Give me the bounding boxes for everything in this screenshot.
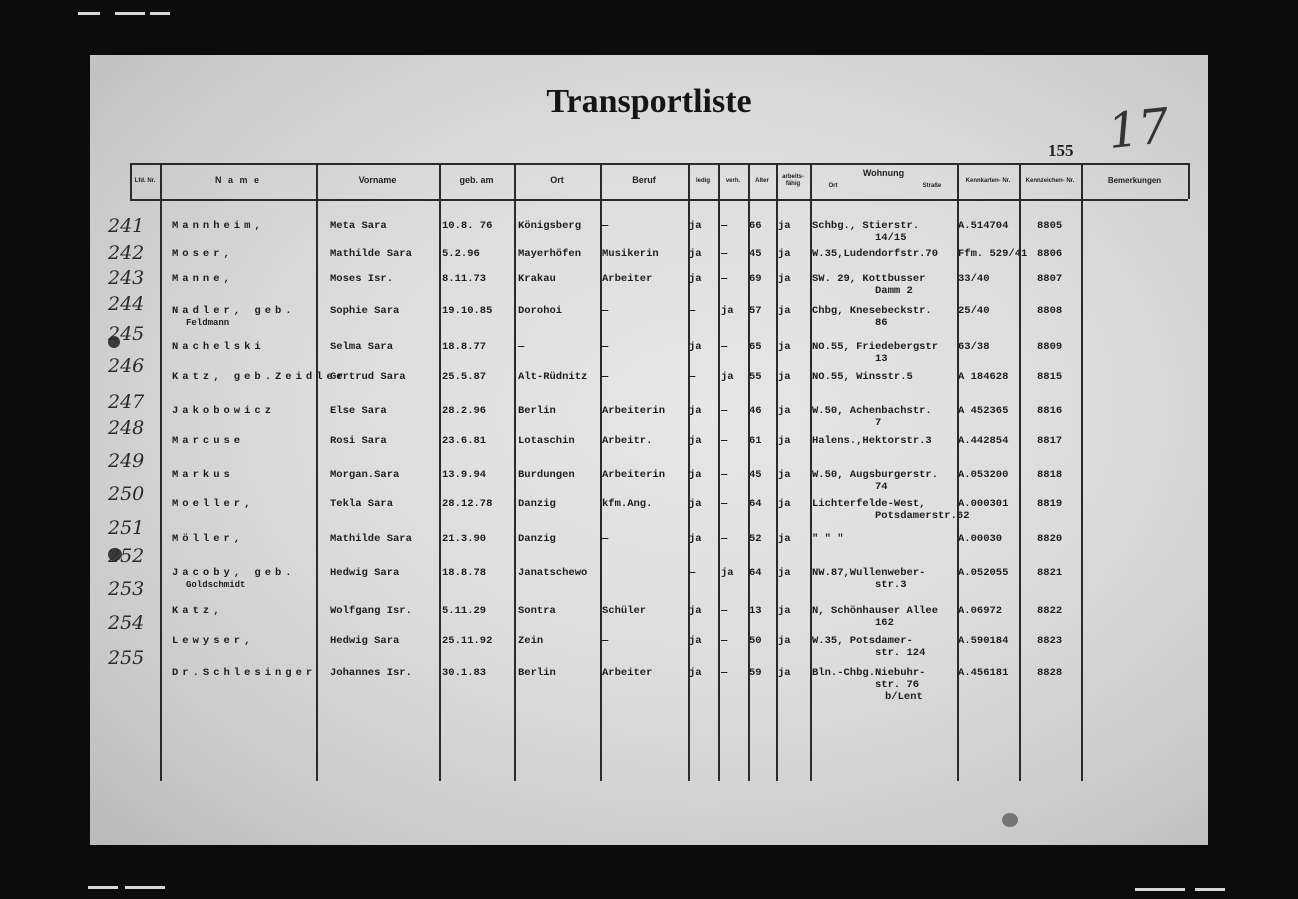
cell-beruf: Arbeitr. <box>602 435 653 447</box>
cell-name: Nachelski <box>172 341 265 353</box>
cell-ledig: ja <box>689 405 702 417</box>
cell-wohnung: W.50, Achenbachstr. <box>812 405 932 417</box>
header-ledig: ledig <box>695 177 710 184</box>
cell-verh: — <box>721 635 728 647</box>
cell-geb: 10.8. 76 <box>442 220 493 232</box>
cell-beruf: Arbeiterin <box>602 405 666 417</box>
cell-beruf: — <box>602 533 609 545</box>
cell-wohnung-line2: str. 76 <box>875 679 920 691</box>
cell-geb: 13.9.94 <box>442 469 487 481</box>
cell-ort: Burdungen <box>518 469 575 481</box>
cell-kz: 8817 <box>1037 435 1063 447</box>
cell-kz: 8820 <box>1037 533 1063 545</box>
cell-beruf: Musikerin <box>602 248 659 260</box>
cell-wohnung: Chbg, Knesebeckstr. <box>812 305 932 317</box>
cell-kz: 8823 <box>1037 635 1063 647</box>
cell-ort: Königsberg <box>518 220 582 232</box>
cell-verh: — <box>721 605 728 617</box>
header-top-rule <box>130 163 1188 165</box>
cell-ledig: ja <box>689 498 702 510</box>
header-kennkarten: Kennkarten- Nr. <box>965 177 1011 184</box>
cell-alter: 45 <box>749 248 762 260</box>
cell-vorname: Sophie Sara <box>330 305 400 317</box>
cell-alter: 45 <box>749 469 762 481</box>
cell-ort: Dorohoi <box>518 305 563 317</box>
cell-ledig: — <box>689 567 696 579</box>
cell-name: Katz, <box>172 605 224 617</box>
film-edge-mark <box>1135 888 1185 891</box>
cell-beruf: — <box>602 371 609 383</box>
cell-beruf: — <box>602 635 609 647</box>
cell-alter: 61 <box>749 435 762 447</box>
cell-verh: — <box>721 533 728 545</box>
cell-verh: ja <box>721 567 734 579</box>
cell-ledig: ja <box>689 273 702 285</box>
transport-list-sheet <box>90 55 1208 845</box>
cell-alter: 52 <box>749 533 762 545</box>
cell-wohnung-line2: 14/15 <box>875 232 907 244</box>
row-lfd-number: 254 <box>108 612 145 634</box>
cell-ort: — <box>518 341 525 353</box>
cell-ledig: ja <box>689 435 702 447</box>
cell-kz: 8816 <box>1037 405 1063 417</box>
cell-arb: ja <box>778 371 791 383</box>
row-lfd-number: 251 <box>108 517 145 539</box>
cell-kz: 8809 <box>1037 341 1063 353</box>
cell-geb: 23.6.81 <box>442 435 487 447</box>
header-wohnung: Wohnung <box>862 168 905 178</box>
column-rule <box>130 163 132 199</box>
film-edge-mark <box>125 886 165 889</box>
cell-arb: ja <box>778 635 791 647</box>
header-kennzeichen: Kennzeichen- Nr. <box>1025 177 1075 184</box>
cell-arb: ja <box>778 533 791 545</box>
cell-arb: ja <box>778 567 791 579</box>
column-rule <box>160 163 162 781</box>
cell-ort: Janatschewo <box>518 567 588 579</box>
column-rule <box>514 163 516 781</box>
cell-ort: Mayerhöfen <box>518 248 582 260</box>
cell-kk: A.052055 <box>958 567 1009 579</box>
cell-wohnung: SW. 29, Kottbusser <box>812 273 926 285</box>
cell-kz: 8815 <box>1037 371 1063 383</box>
cell-vorname: Meta Sara <box>330 220 387 232</box>
cell-vorname: Hedwig Sara <box>330 567 400 579</box>
cell-wohnung-line3: b/Lent <box>885 691 923 703</box>
header-beruf: Beruf <box>632 175 656 186</box>
cell-geb: 21.3.90 <box>442 533 487 545</box>
cell-geb: 28.2.96 <box>442 405 487 417</box>
cell-kz: 8808 <box>1037 305 1063 317</box>
cell-ort: Sontra <box>518 605 556 617</box>
cell-verh: — <box>721 220 728 232</box>
cell-wohnung: NO.55, Winsstr.5 <box>812 371 913 383</box>
cell-wohnung: Bln.-Chbg.Niebuhr- <box>812 667 926 679</box>
cell-kz: 8818 <box>1037 469 1063 481</box>
cell-kk: A.000301 <box>958 498 1009 510</box>
cell-arb: ja <box>778 469 791 481</box>
cell-ort: Lotaschin <box>518 435 575 447</box>
cell-kz: 8819 <box>1037 498 1063 510</box>
cell-ort: Alt-Rüdnitz <box>518 371 588 383</box>
header-lfd: Lfd. Nr. <box>134 177 156 184</box>
cell-verh: — <box>721 469 728 481</box>
cell-ledig: ja <box>689 341 702 353</box>
cell-alter: 59 <box>749 667 762 679</box>
cell-verh: — <box>721 667 728 679</box>
cell-ledig: ja <box>689 635 702 647</box>
column-rule <box>316 163 318 781</box>
cell-wohnung-line2: 86 <box>875 317 888 329</box>
cell-wohnung-line2: 13 <box>875 353 888 365</box>
cell-ledig: ja <box>689 533 702 545</box>
header-ort: Ort <box>550 175 564 186</box>
film-edge-mark <box>115 12 145 15</box>
cell-beruf: — <box>602 341 609 353</box>
cell-name: Lewyser, <box>172 635 255 647</box>
header-name: N a m e <box>214 175 261 186</box>
cell-geb: 19.10.85 <box>442 305 493 317</box>
cell-vorname: Moses Isr. <box>330 273 394 285</box>
cell-kk: A 184628 <box>958 371 1009 383</box>
cell-wohnung: Schbg., Stierstr. <box>812 220 920 232</box>
cell-name: Jakobowicz <box>172 405 276 417</box>
cell-name: Markus <box>172 469 234 481</box>
cell-kk: A.06972 <box>958 605 1003 617</box>
column-rule <box>1188 163 1190 199</box>
cell-kz: 8806 <box>1037 248 1063 260</box>
cell-geb: 25.11.92 <box>442 635 493 647</box>
cell-beruf: Arbeiterin <box>602 469 666 481</box>
cell-kk: 63/38 <box>958 341 990 353</box>
cell-verh: — <box>721 435 728 447</box>
cell-ort: Danzig <box>518 533 556 545</box>
cell-arb: ja <box>778 248 791 260</box>
cell-alter: 65 <box>749 341 762 353</box>
cell-geb: 5.11.29 <box>442 605 487 617</box>
cell-name-line2: Goldschmidt <box>186 580 246 590</box>
cell-ledig: ja <box>689 220 702 232</box>
cell-ort: Zein <box>518 635 544 647</box>
cell-beruf: Schüler <box>602 605 647 617</box>
cell-alter: 55 <box>749 371 762 383</box>
cell-arb: ja <box>778 667 791 679</box>
row-lfd-number: 253 <box>108 578 145 600</box>
cell-kk: A.456181 <box>958 667 1009 679</box>
film-edge-mark <box>1195 888 1225 891</box>
cell-beruf: — <box>602 305 609 317</box>
cell-vorname: Morgan.Sara <box>330 469 400 481</box>
cell-name: Moser, <box>172 248 234 260</box>
cell-beruf: kfm.Ang. <box>602 498 653 510</box>
cell-kk: 25/40 <box>958 305 990 317</box>
cell-arb: ja <box>778 405 791 417</box>
cell-ort: Danzig <box>518 498 556 510</box>
cell-name-line2: Feldmann <box>186 318 230 328</box>
cell-vorname: Mathilde Sara <box>330 248 412 260</box>
cell-kk: A.514704 <box>958 220 1009 232</box>
cell-wohnung-line2: 162 <box>875 617 894 629</box>
cell-alter: 46 <box>749 405 762 417</box>
cell-ledig: ja <box>689 667 702 679</box>
cell-verh: — <box>721 273 728 285</box>
header-verh: verh. <box>725 177 741 184</box>
row-lfd-number: 242 <box>108 242 145 264</box>
row-lfd-number: 250 <box>108 483 145 505</box>
cell-kk: A 452365 <box>958 405 1009 417</box>
cell-vorname: Hedwig Sara <box>330 635 400 647</box>
cell-verh: — <box>721 498 728 510</box>
cell-vorname: Selma Sara <box>330 341 394 353</box>
cell-arb: ja <box>778 498 791 510</box>
cell-ledig: ja <box>689 605 702 617</box>
header-wohnung-ort: Ort <box>828 182 838 189</box>
cell-verh: ja <box>721 305 734 317</box>
cell-name: Moeller, <box>172 498 255 510</box>
cell-name: Katz, geb.Zeidler <box>172 371 348 383</box>
cell-kz: 8828 <box>1037 667 1063 679</box>
cell-arb: ja <box>778 305 791 317</box>
header-bottom-rule <box>130 199 1188 201</box>
handwritten-page-number: 17 <box>1105 97 1172 161</box>
cell-geb: 25.5.87 <box>442 371 487 383</box>
header-bemerkungen: Bemerkungen <box>1107 175 1162 185</box>
row-lfd-number: 243 <box>108 267 145 289</box>
cell-kz: 8807 <box>1037 273 1063 285</box>
cell-ledig: — <box>689 371 696 383</box>
cell-ort: Berlin <box>518 405 556 417</box>
cell-kk: A.00030 <box>958 533 1003 545</box>
cell-name: Möller, <box>172 533 245 545</box>
cell-wohnung-line2: str.3 <box>875 579 907 591</box>
cell-alter: 13 <box>749 605 762 617</box>
row-lfd-number: 244 <box>108 293 145 315</box>
film-edge-mark <box>150 12 170 15</box>
cell-geb: 8.11.73 <box>442 273 487 285</box>
cell-kk: Ffm. 529/41 <box>958 248 1028 260</box>
row-lfd-number: 241 <box>108 215 145 237</box>
cell-arb: ja <box>778 605 791 617</box>
cell-kz: 8805 <box>1037 220 1063 232</box>
row-lfd-number: 246 <box>108 355 145 377</box>
cell-arb: ja <box>778 435 791 447</box>
cell-verh: — <box>721 405 728 417</box>
header-vorname: Vorname <box>358 175 397 186</box>
cell-wohnung-line2: 7 <box>875 417 882 429</box>
film-edge-mark <box>78 12 100 15</box>
cell-beruf: Arbeiter <box>602 667 653 679</box>
header-arbeitsfaehig: arbeits- fähig <box>782 174 804 187</box>
cell-alter: 64 <box>749 567 762 579</box>
cell-geb: 30.1.83 <box>442 667 487 679</box>
cell-kk: A.053200 <box>958 469 1009 481</box>
cell-beruf: — <box>602 220 609 232</box>
cell-vorname: Rosi Sara <box>330 435 387 447</box>
cell-geb: 28.12.78 <box>442 498 493 510</box>
cell-wohnung: W.35,Ludendorfstr.70 <box>812 248 939 260</box>
column-rule <box>439 163 441 781</box>
row-lfd-number: 248 <box>108 417 145 439</box>
cell-vorname: Mathilde Sara <box>330 533 412 545</box>
column-rule <box>1081 163 1083 781</box>
page-number: 155 <box>1048 141 1074 160</box>
cell-ort: Berlin <box>518 667 556 679</box>
cell-geb: 5.2.96 <box>442 248 480 260</box>
cell-wohnung: Lichterfelde-West, <box>812 498 926 510</box>
cell-vorname: Wolfgang Isr. <box>330 605 412 617</box>
cell-kk: A.590184 <box>958 635 1009 647</box>
cell-geb: 18.8.78 <box>442 567 487 579</box>
row-lfd-number: 252 <box>108 545 145 567</box>
cell-wohnung-line2: Potsdamerstr.62 <box>875 510 970 522</box>
cell-wohnung-line2: 74 <box>875 481 888 493</box>
cell-alter: 50 <box>749 635 762 647</box>
cell-wohnung: " " " <box>812 533 844 545</box>
header-geb-am: geb. am <box>459 175 494 186</box>
cell-wohnung-line2: Damm 2 <box>875 285 913 297</box>
cell-alter: 66 <box>749 220 762 232</box>
cell-kk: 33/40 <box>958 273 990 285</box>
cell-vorname: Else Sara <box>330 405 387 417</box>
cell-ledig: ja <box>689 248 702 260</box>
cell-name: Mannheim, <box>172 220 265 232</box>
cell-vorname: Gertrud Sara <box>330 371 406 383</box>
row-lfd-number: 249 <box>108 450 145 472</box>
cell-wohnung: W.35, Potsdamer- <box>812 635 913 647</box>
cell-name: Manne, <box>172 273 234 285</box>
row-lfd-number: 255 <box>108 647 145 669</box>
cell-wohnung: N, Schönhauser Allee <box>812 605 939 617</box>
cell-name: Nadler, geb. <box>172 305 296 317</box>
cell-verh: — <box>721 341 728 353</box>
cell-verh: — <box>721 248 728 260</box>
cell-alter: 64 <box>749 498 762 510</box>
header-alter: Alter <box>755 177 769 184</box>
cell-wohnung: Halens.,Hektorstr.3 <box>812 435 932 447</box>
cell-kz: 8821 <box>1037 567 1063 579</box>
cell-wohnung: NO.55, Friedebergstr <box>812 341 939 353</box>
header-wohnung-strasse: Straße <box>922 182 942 189</box>
cell-kz: 8822 <box>1037 605 1063 617</box>
cell-name: Dr.Schlesinger <box>172 667 317 679</box>
cell-ort: Krakau <box>518 273 556 285</box>
cell-name: Jacoby, geb. <box>172 567 296 579</box>
cell-name: Marcuse <box>172 435 245 447</box>
cell-ledig: ja <box>689 469 702 481</box>
film-edge-mark <box>88 886 118 889</box>
cell-geb: 18.8.77 <box>442 341 487 353</box>
cell-arb: ja <box>778 273 791 285</box>
cell-vorname: Johannes Isr. <box>330 667 412 679</box>
cell-verh: ja <box>721 371 734 383</box>
row-lfd-number: 245 <box>108 323 145 345</box>
ink-blot <box>1002 813 1018 827</box>
cell-arb: ja <box>778 220 791 232</box>
cell-alter: 69 <box>749 273 762 285</box>
cell-kk: A.442854 <box>958 435 1009 447</box>
row-lfd-number: 247 <box>108 391 145 413</box>
cell-wohnung: W.50, Augsburgerstr. <box>812 469 939 481</box>
cell-wohnung-line2: str. 124 <box>875 647 926 659</box>
cell-arb: ja <box>778 341 791 353</box>
cell-ledig: — <box>689 305 696 317</box>
document-title: Transportliste <box>546 83 752 120</box>
cell-wohnung: NW.87,Wullenweber- <box>812 567 926 579</box>
cell-vorname: Tekla Sara <box>330 498 394 510</box>
cell-beruf: Arbeiter <box>602 273 653 285</box>
cell-alter: 57 <box>749 305 762 317</box>
column-rule <box>718 163 720 781</box>
